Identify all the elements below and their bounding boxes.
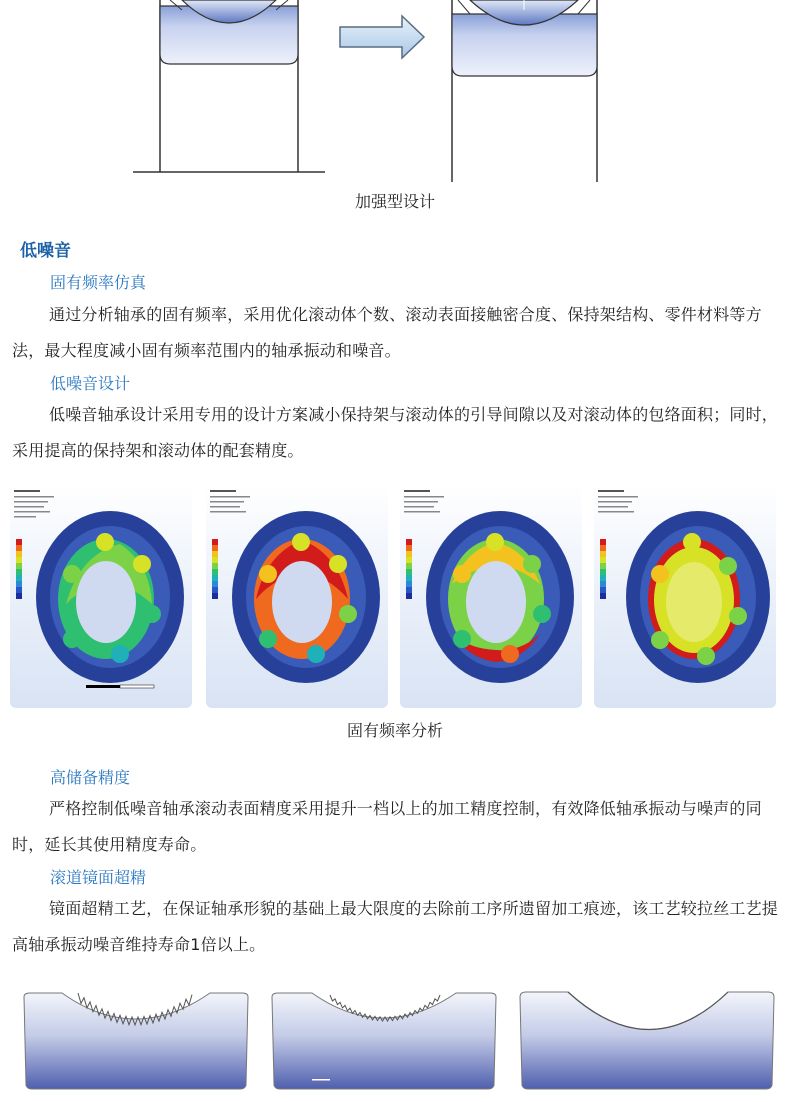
fea-legend-header — [598, 490, 638, 513]
subtitle-natural-frequency-simulation: 固有频率仿真 — [50, 273, 147, 292]
raceway-surface-finish-illustration — [0, 985, 790, 1098]
raceway-surface-comparison-figure — [0, 985, 790, 1098]
paragraph-raceway-mirror-superfinishing: 镜面超精工艺，在保证轴承形貌的基础上最大限度的去除前工序所遗留加工痕迹，该工艺较拉丝工艺提高轴承振动噪音维持寿命1倍以上。 — [12, 899, 779, 954]
paragraph-natural-frequency-simulation: 通过分析轴承的固有频率，采用优化滚动体个数、滚动表面接触密合度、保持架结构、零件材料等方法，最大程度减小固有频率范围内的轴承振动和噪音。 — [12, 305, 762, 360]
section-title-low-noise: 低噪音 — [20, 241, 71, 261]
fea-legend-header — [210, 490, 250, 513]
paragraph-low-noise-design: 低噪音轴承设计采用专用的设计方案减小保持架与滚动体的引导间隙以及对滚动体的包络面积；同时，采用提高的保持架和滚动体的配套精度。 — [12, 405, 779, 460]
fea-mode-shape-4-image — [594, 484, 776, 708]
figure-caption-natural-frequency-analysis: 固有频率分析 — [346, 721, 443, 740]
reinforced-bearing-section — [452, 0, 597, 182]
reinforced-design-diagram — [0, 0, 790, 190]
raceway-brushed-surface — [272, 993, 496, 1089]
raceway-mirror-surface — [520, 992, 774, 1089]
fea-panel-2 — [206, 484, 388, 708]
fea-color-legend — [600, 539, 606, 599]
fea-color-legend — [406, 539, 412, 599]
raceway-rough-surface — [24, 993, 248, 1089]
scale-bar — [86, 685, 120, 688]
subtitle-low-noise-design: 低噪音设计 — [50, 374, 131, 393]
fea-color-legend — [16, 539, 22, 599]
fea-legend-header — [14, 490, 54, 518]
subtitle-raceway-mirror-superfinishing: 滚道镜面超精 — [50, 868, 147, 887]
subtitle-high-reserve-precision: 高储备精度 — [50, 768, 131, 787]
fea-mode-shape-1-image — [10, 484, 192, 708]
fea-panel-1 — [10, 484, 192, 708]
paragraph-high-reserve-precision: 严格控制低噪音轴承滚动表面精度采用提升一档以上的加工精度控制，有效降低轴承振动与噪声的同时，延长其使用精度寿命。 — [12, 799, 762, 854]
standard-bearing-section — [133, 0, 325, 172]
figure-caption-reinforced-design: 加强型设计 — [354, 192, 435, 211]
fea-legend-header — [404, 490, 444, 513]
fea-color-legend — [212, 539, 218, 599]
natural-frequency-analysis-figure — [10, 484, 782, 710]
fea-mode-shape-3-image — [400, 484, 582, 708]
bearing-cross-section-illustration — [0, 0, 790, 190]
upgrade-arrow-icon — [340, 16, 424, 58]
fea-panel-3 — [400, 484, 582, 708]
fea-mode-shape-2-image — [206, 484, 388, 708]
fea-panel-4 — [594, 484, 776, 708]
